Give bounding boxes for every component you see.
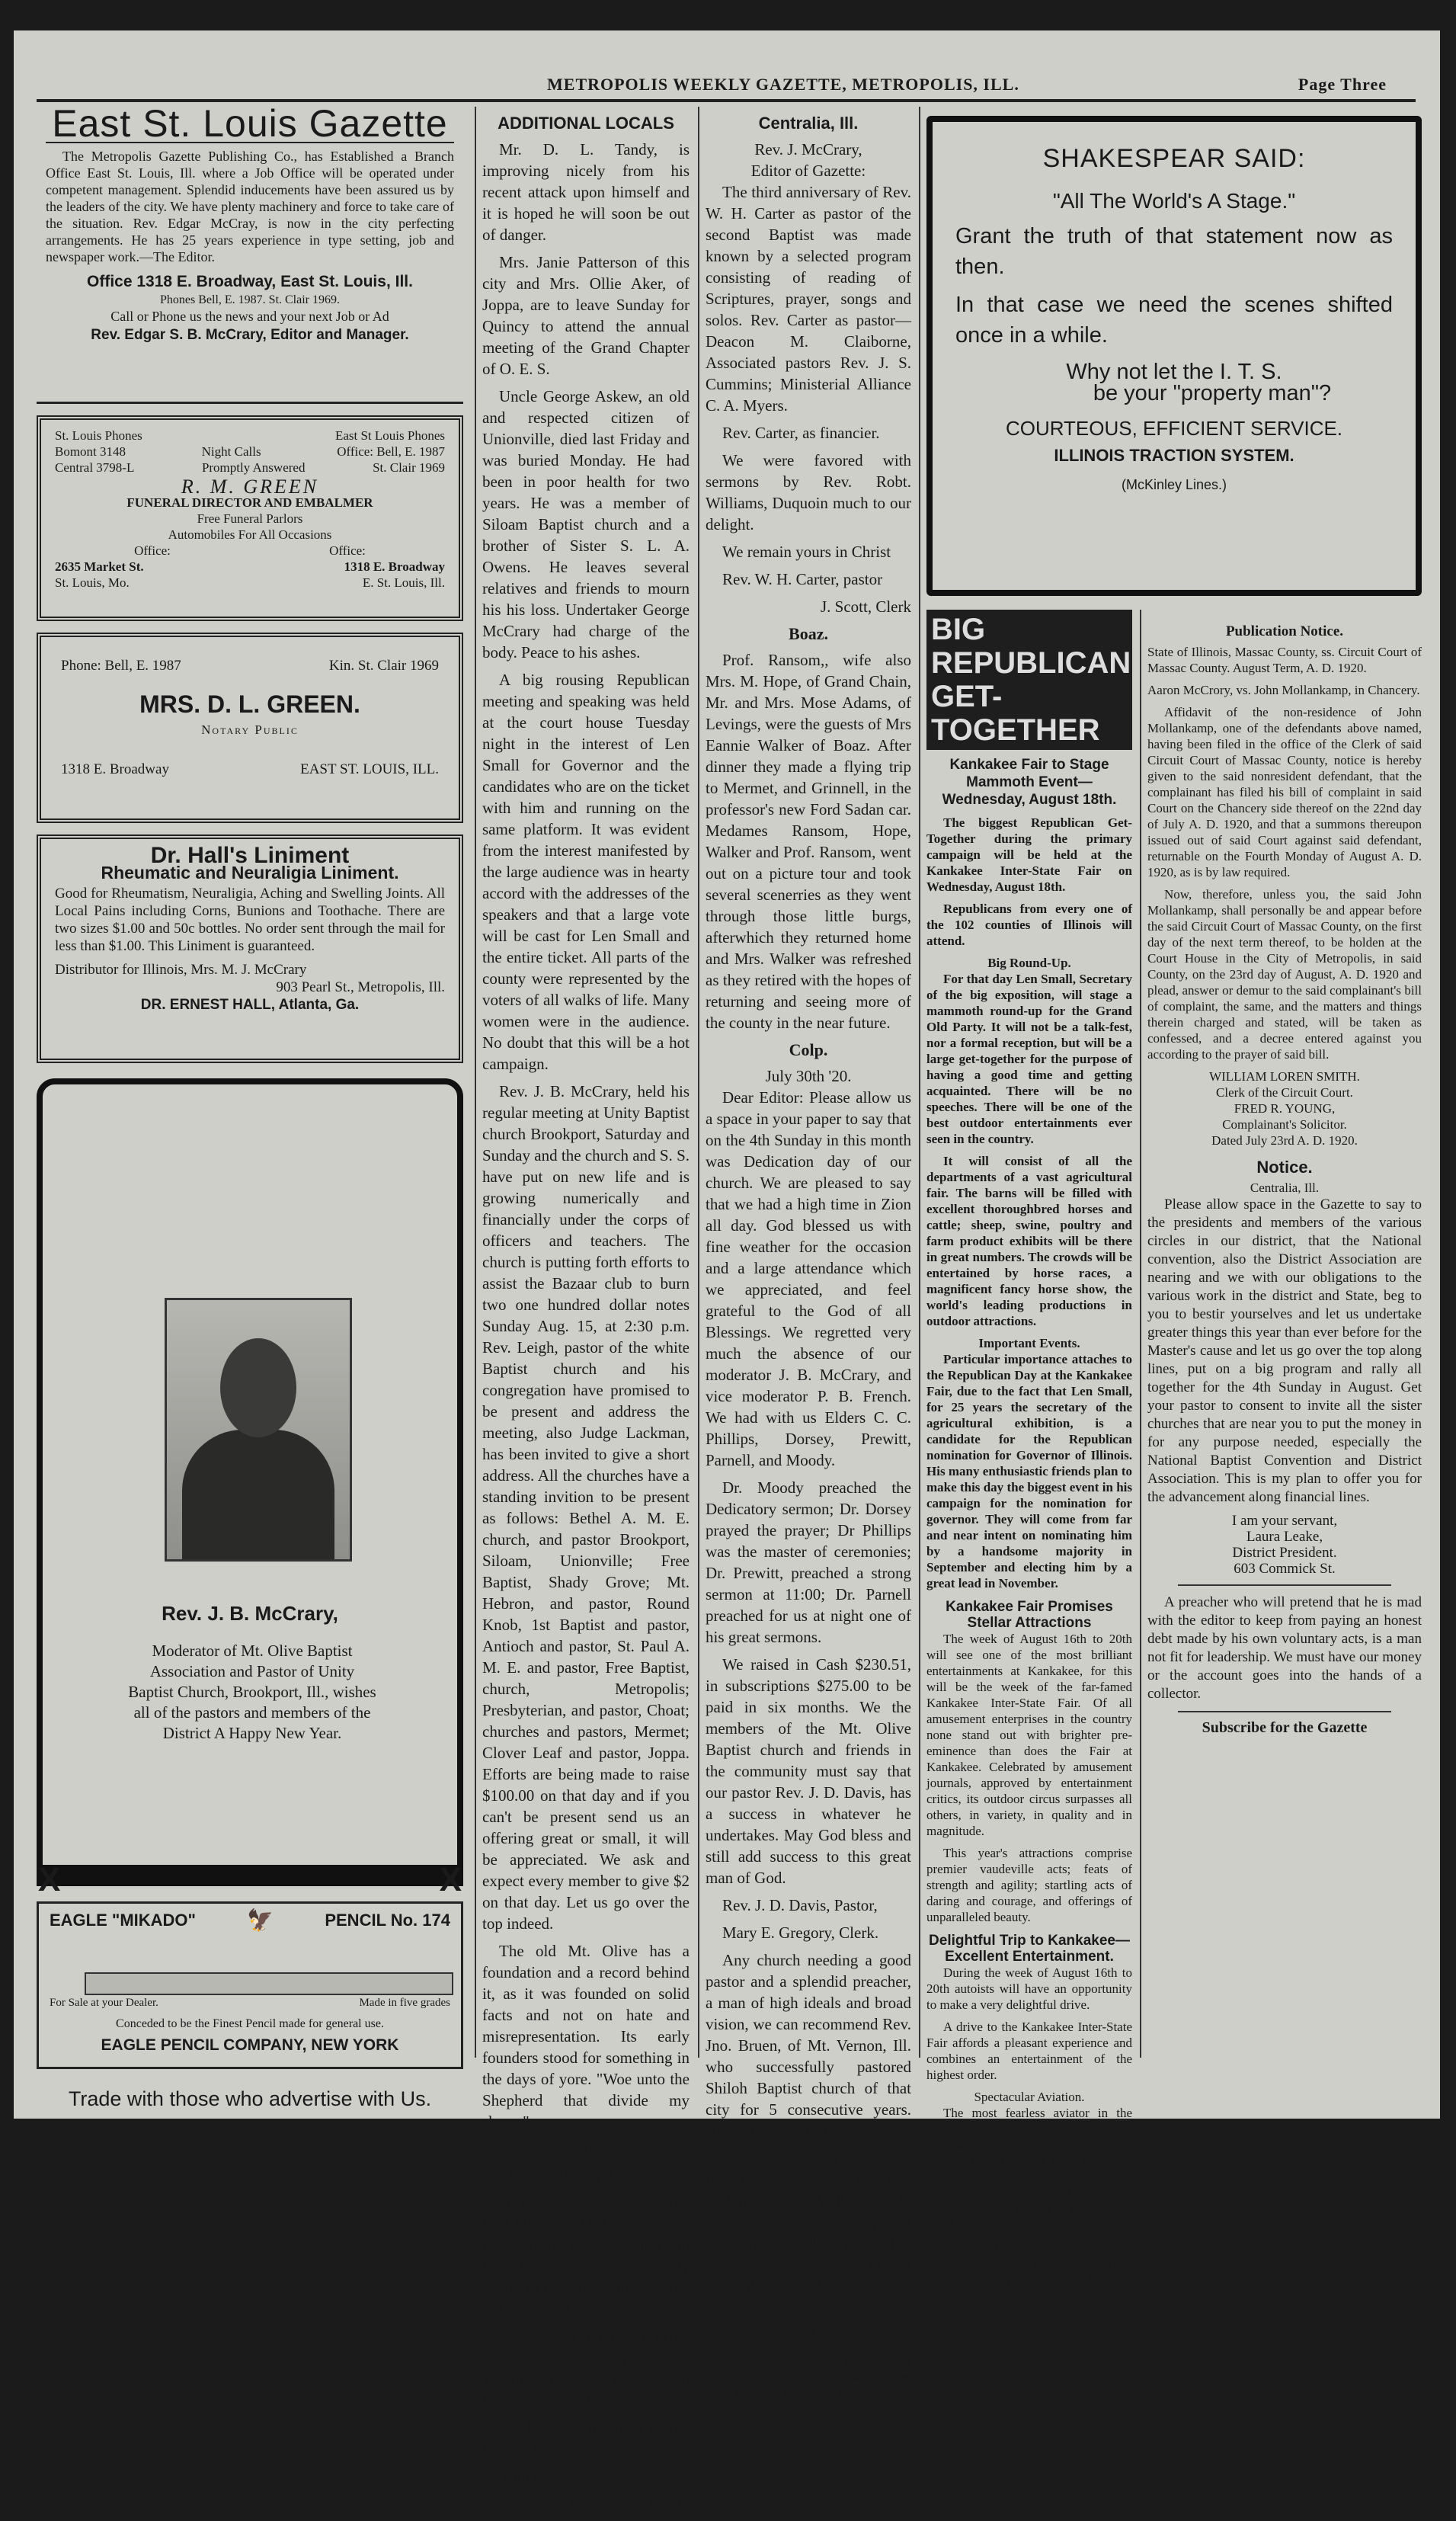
pub-sig: Dated July 23rd A. D. 1920. — [1211, 1133, 1358, 1148]
corner-x-right: X — [439, 1861, 462, 1898]
addr-left: 2635 Market St. — [55, 559, 144, 574]
pencil-brand: EAGLE "MIKADO" — [50, 1911, 196, 1930]
local-para: Rev. J. B. McCrary, held his regular meeting at Unity Baptist church Brookport, Saturday and Sunday and the church and S. S. have put on new life and is growing numerically and financially under the corps of officers and teachers. The church is putting forth efforts to assist the Bazaar club to burn two one hundred dollar notes Sunday Aug. 15, at 2:30 p.m. Rev. Leigh, pastor of the white Baptist church and his congregation have promised to be present and address the meeting, also Judge Lackman, has been invited to give a short address. All the churches have a standing invition to be present as follows: Bethel A. M. E. church, and pastor Brookport, Siloam, Unionville; Free Baptist, Shady Grove; Mt. Hebron, and pastor, Round Knob, 1st Baptist and pastor, Antioch and pastor, St. Paul A. M. E. and pastor, Free Baptist, church, Metropolis; Presbyterian, and pastor, Choat; churches and pastors, Mermet; Clover Leaf and pastor, Joppa. Efforts are being made to raise $100.00 on that day and if you can't be present send us an offering great or small, it will be appreciated. We ask and expect every member to give $2 on that day. Let us go over the top indeed. — [482, 1082, 690, 1933]
liniment-subtitle: Rheumatic and Neuraligia Liniment. — [101, 863, 399, 883]
shakes-title: SHAKESPEAR SAID: — [1042, 144, 1306, 173]
colp-para: Rev. J. D. Davis, Pastor, — [722, 1896, 878, 1914]
centralia-para: J. Scott, Clerk — [821, 597, 911, 616]
notice-para: Mrs. Mattie North. — [568, 2495, 690, 2513]
notice-para: Marion, Ill. July 17, '20. — [499, 2166, 654, 2184]
colp-heading: Colp. — [789, 1040, 828, 1059]
shakes-line1: Grant the truth of that statement now as then. — [955, 224, 1393, 279]
centralia-para: Rev. Carter, as financier. — [722, 424, 880, 442]
column-rule — [919, 107, 920, 2058]
aviation-heading: Spectacular Aviation. — [974, 2090, 1085, 2104]
kankakee-column — [926, 610, 1132, 2309]
centralia-para: The third anniversary of Rev. W. H. Carter as pastor of the second Baptist was made known by a selected program consisting of reading of Scriptures, prayer, songs and solos. Rev. Carter as pastor—Deacon M. Claiborne, Associated pastors Rev. J. S. Cummins; Ministerial Alliance C. A. Myers. — [706, 183, 911, 415]
liniment-body: Good for Rheumatism, Neuraligia, Aching and Swelling Joints. All Local Pains including Corns, Bunions and Toothache. There are two sizes $1.00 and 50c bottles. No order sent through the mail for less than $1.00. This Liniment is guaranteed. — [55, 886, 445, 954]
column-rule — [698, 107, 699, 2058]
est-phones: East St Louis Phones — [334, 428, 445, 443]
liniment-title: Dr. Hall's Liniment — [150, 843, 350, 868]
publication-heading: Publication Notice. — [1225, 623, 1344, 639]
notice-para: Your humble servant, — [499, 2468, 637, 2486]
pencil-conceded: Conceded to be the Finest Pencil made for general use. — [116, 2017, 384, 2030]
pub-sig: FRED R. YOUNG, — [1234, 1101, 1336, 1116]
notice-sig: I am your servant, — [1231, 1513, 1338, 1529]
notice-para: To the various circles of the East Mt. Olive Dist. Association I am writing this to remind you that the association is only about 14 days off, convenes the 3rd of August. — [482, 2193, 690, 2318]
local-para: The old Mt. Olive has a foundation and a record behind it, as it was founded on solid facts and not on hate and misrepresentation. Its early founders stood for something in the days of yore. "Woe unto the Shepherd that divide my sheep." — [482, 1942, 690, 2131]
shakes-system: ILLINOIS TRACTION SYSTEM. — [1054, 446, 1294, 465]
stellar-heading: Kankakee Fair Promises Stellar Attractions — [946, 1599, 1113, 1631]
portrait-photo — [165, 1298, 352, 1562]
pencil-icon — [85, 1972, 453, 1995]
centralia-to: Rev. J. McCrary, — [754, 140, 862, 159]
column-rule — [475, 107, 476, 2058]
office-right: Office: — [329, 543, 366, 558]
notice-heading: Notice — [565, 2140, 607, 2158]
notary-title: Notary Public — [201, 722, 299, 737]
big-para: The biggest Republican Get-Together during the primary campaign will be held at the Kankakee Inter-State Fair on Wednesday, August 18th. — [926, 815, 1132, 894]
stclair-phone: St. Clair 1969 — [373, 460, 445, 475]
portrait-caption: Moderator of Mt. Olive Baptist Association and Pastor of Unity Baptist Church, Brookport, Ill., wishes all of the pastors and members of the District A Happy New Year. — [128, 1642, 376, 1742]
pub-sig: Complainant's Solicitor. — [1222, 1117, 1347, 1132]
pub-para: Affidavit of the non-residence of John Mollankamp, one of the defendants above named, having been filed in the office of the Clerk of said Circuit Court of Massac County, notice is hereby given to the said nonresident defendant, that the complainant has filed his bill of complaint in said Court on the Chancery side thereof on the 22nd day of July A. D. 1920, and that a summons thereupon issued out of said Court against said defendant, returnable on the Fourth Monday of August A. D. 1920, as is by law required. — [1147, 705, 1422, 879]
colp-para: Dr. Moody preached the Dedicatory sermon; Dr. Dorsey prayed the prayer; Dr Phillips was the master of ceremonies; Dr. Prewitt, preached a strong sermon at 11:00; Dr. Parnell preached for us at night one of his great sermons. — [706, 1478, 911, 1646]
boaz-para: Prof. Ransom,, wife also Mrs. M. Hope, of Grand Chain, Mr. and Mrs. Mose Adams, of Levings, were the guests of Mrs Eannie Walker of Boaz. After dinner they made a flying trip to Mermet, and Grinnell, in the professor's new Ford Sadan car. Medames Ransom, Hope, Walker and Prof. Ransom, went out on a picture tour and took several scenerries as they went through those little burgs, afterwhich they returned home and Mrs. Walker was refreshed as they retired with the hopes of returning and seeing more of the county in the near future. — [706, 651, 911, 1032]
corner-x-left: X — [38, 1861, 61, 1898]
centralia-para: We were favored with sermons by Rev. Robt. Williams, Duquoin much to our delight. — [706, 451, 911, 533]
trip-heading: Delightful Trip to Kankakee—Excellent Entertainment. — [929, 1933, 1130, 1965]
addr-right: 1318 E. Broadway — [344, 559, 445, 574]
stl-phones: St. Louis Phones — [55, 428, 142, 443]
shakes-service: COURTEOUS, EFFICIENT SERVICE. — [1005, 417, 1343, 440]
green-funeral-ad — [37, 415, 463, 621]
green-autos: Automobiles For All Occasions — [168, 527, 332, 542]
stellar-text: The week of August 16th to 20th will see one of the most brilliant entertainments at Kankakee, for this will be the week of the far-famed Kankakee Inter-State Fair. Of all amusement enterprises in the country none stand out with brighter pre-eminence than does the Fair at Kankakee. Celebrated by amusement journals, approved by entertainment critics, its outdoor circus surpasses all others, in variety, in quality and in magnitude. — [926, 1632, 1132, 1838]
pencil-ad — [37, 1901, 463, 2069]
notary-name: MRS. D. L. GREEN. — [139, 690, 360, 718]
notary-city: EAST ST. LOUIS, ILL. — [300, 761, 439, 777]
liniment-distributor: Distributor for Illinois, Mrs. M. J. McCrary — [55, 962, 307, 978]
roundup-text: For that day Len Small, Secretary of the big exposition, will stage a mammoth round-up for the Grand Old Party. It will not be a talk-fest, nor a formal reception, but will be a large get-together for the purpose of having a good time and getting acquainted. There will be no speeches. There will be one of the best outdoor entertainments ever seen in the country. — [926, 972, 1132, 1146]
roundup-heading: Big Round-Up. — [987, 956, 1071, 970]
portrait-card — [37, 1078, 463, 1898]
eagle-icon: 🦅 — [247, 1908, 274, 1932]
gazette-editor: Rev. Edgar S. B. McCrary, Editor and Manager. — [91, 327, 409, 343]
notice-para: We hope by the help of the Lord to have a great meeting. — [482, 2419, 690, 2459]
colp-para: We raised in Cash $230.51, in subscriptions $275.00 to be paid in six months. We the members of the Mt. Olive Baptist church and friends in the community must say that our pastor Rev. J. D. Davis, has a success in whatever he undertakes. May God bless and still add success to this great man of God. — [706, 1655, 911, 1887]
pencil-grades: Made in five grades — [359, 1997, 450, 2009]
local-para: Mrs. Janie Patterson of this city and Mrs. Ollie Aker, of Joppa, are to leave Sunday for Quincy to attend the annual meeting of the Grand Chapter of O. E. S. — [482, 253, 690, 378]
important-text: Particular importance attaches to the Republican Day at the Kankakee Fair, due to the fact that Len Small, for 25 years the secretary of the agricultural exhibition, is a candidate for the Republican nomination for Governor of Illinois. His many enthusiastic friends plan to make this day the biggest event in his campaign for the nomination for governor. They will come from far and near intent on nominating him by a handsome majority in September and electing him by a great lead in November. — [926, 1352, 1132, 1590]
additional-locals-heading: ADDITIONAL LOCALS — [498, 114, 674, 133]
boaz-heading: Boaz. — [789, 624, 828, 643]
colp-para: We want to put The Gazette into every home in the city within 30 days. Will you help us neighbor? Special inducements will be given. Let every reader help us to get subscribers. Build up your Race Enterprise. — [706, 2149, 911, 2317]
stellar-text2: This year's attractions comprise premier vaudeville acts; feats of strength and agility; startling acts of daring and courage, and offerings of unparalleled beauty. — [926, 1846, 1132, 1924]
column-5 — [1147, 617, 1422, 1736]
notary-phone: Phone: Bell, E. 1987 — [61, 658, 181, 674]
office-left: Office: — [134, 543, 171, 558]
shakes-lines: (McKinley Lines.) — [1121, 477, 1227, 492]
liniment-ad — [37, 834, 463, 1063]
newspaper-page — [14, 30, 1440, 2513]
local-para: A big rousing Republican meeting and speaking was held at the court house Tuesday night in the interest of Len Small for Governor and the candidates who are on the ticket with him and running on the same platform. It was evident from the interest manifested by the large audience was in hearty accord with the addresses of the speakers and that a large vote will be cast for Len Small and the entire ticket. All parts of the county were represented by the voters of all walks of life. Many women were in the audience. No doubt that this will be a hot campaign. — [482, 671, 690, 1073]
pencil-sale: For Sale at your Dealer. — [50, 1997, 158, 2009]
notice-para: I ask each circle to bring something for all departments. We hope they are prepared to bring their $5.00. — [482, 2327, 690, 2410]
local-para: Mr. D. L. Tandy, is improving nicely from his recent attack upon himself and it is hoped he will soon be out of danger. — [482, 140, 690, 244]
quite-true-text: "I have to face the fact," mused the fashionable photographer, as he looked over some recent pictures, "that there are some very ugly features in this business." — [706, 2340, 911, 2399]
gazette-phones: Phones Bell, E. 1987. St. Clair 1969. — [160, 293, 340, 306]
city-right: E. St. Louis, Ill. — [362, 575, 445, 590]
gazette-call: Call or Phone us the news and your next Job or Ad — [110, 309, 389, 324]
green-title: FUNERAL DIRECTOR AND EMBALMER — [126, 495, 373, 510]
notice-heading: Notice. — [1256, 1158, 1313, 1177]
subscribe-line: Subscribe for the Gazette — [1202, 1719, 1368, 1736]
centralia-heading: Centralia, Ill. — [758, 114, 859, 133]
big-para: Republicans from every one of the 102 counties of Illinois will attend. — [926, 902, 1132, 948]
preacher-text: A preacher who will pretend that he is mad with the editor to keep from paying an honest debt made by his own voluntary acts, is a man not fit for leadership. We must have our money or the account goes into the hands of a collector. — [1147, 1594, 1422, 1702]
notary-addr: 1318 E. Broadway — [61, 761, 169, 777]
page-label: Page Three — [1298, 75, 1387, 94]
gazette-title: East St. Louis Gazette — [52, 102, 448, 145]
notice-text: Please allow space in the Gazette to say to the presidents and members of the various circles in our district, that the National convention, also the District Association are nearing and we with our obligations to the various work in the district and State, beg to you to bestir yourselves and let us undertake greater things this year than ever before for the Master's cause and let us go over the top along lines, put on a big program and rally all together for the 4th Sunday in August. Get your pastor to consent to invite all the sister churches that are near you to put the money in for any purpose needed, especially the National Baptist Convention and District Association. This is my plan to offer you for the advancement along financial lines. — [1147, 1196, 1422, 1505]
pub-para: Now, therefore, unless you, the said John Mollankamp, shall personally be and appear before the said Circuit Court of Massac County, on the first day of the next term thereof, to be holden at the Court House in the City of Metropolis, in said County, on the 23rd day of August, A. D. 1920 and plead, answer or demur to the said complainant's bill of complaint, the same, and the matters and things therein charged and stated, will be taken as confessed, and a decree entered against you according to the prayer of said bill. — [1147, 887, 1422, 1062]
aviation-text: The most fearless aviator in the world—Al Wilson—will fly at the Kankakee Inter-State Fair three days, August 17th, 18th and 19th. He jumps from one airplane to another while both are speeding through the air. This he does without the aid of rope, ladder or other apparatus. — [926, 2106, 1132, 2232]
shakes-line4: be your "property man"? — [1093, 381, 1332, 405]
shakes-line3: Why not let the I. T. S. — [1066, 360, 1282, 384]
shakes-line2: In that case we need the scenes shifted once in a while. — [955, 293, 1393, 348]
pencil-number: PENCIL No. 174 — [325, 1911, 450, 1930]
leading-heading: Leading Fair. — [994, 2240, 1064, 2254]
colp-para: Mary E. Gregory, Clerk. — [722, 1924, 879, 1942]
city-left: St. Louis, Mo. — [55, 575, 130, 590]
notice-sig: 603 Commick St. — [1234, 1561, 1336, 1577]
centralia-para: We remain yours in Christ — [722, 543, 891, 561]
notary-kin: Kin. St. Clair 1969 — [328, 658, 439, 674]
trip-text2: A drive to the Kankakee Inter-State Fair affords a pleasant experience and combines an entertainment of the highest order. — [926, 2020, 1132, 2082]
notary-ad — [37, 633, 463, 823]
big-subheading: Kankakee Fair to Stage Mammoth Event—Wednesday, August 18th. — [942, 757, 1117, 808]
pub-sig: Clerk of the Circuit Court. — [1216, 1085, 1353, 1100]
gazette-office: Office 1318 E. Broadway, East St. Louis, Ill. — [87, 273, 413, 290]
green-name: R. M. GREEN — [181, 476, 319, 498]
trip-text: During the week of August 16th to 20th autoists will have an opportunity to make a very delightful drive. — [926, 1965, 1132, 2012]
liniment-addr: 903 Pearl St., Metropolis, Ill. — [276, 979, 445, 995]
centralia-to2: Editor of Gazette: — [750, 162, 866, 180]
local-para: Uncle George Askew, an old and respected citizen of Unionville, died last Friday and was buried Monday. He had been in poor health for two years. He was a member of Siloam Baptist church and a brother of Sister S. L. A. Owens. He leaves several relatives and friends to mourn his his loss. Undertaker George McCrary had charge of the body. Peace to his ashes. — [482, 387, 690, 661]
pub-sig: WILLIAM LOREN SMITH. — [1209, 1069, 1360, 1084]
notice-place: Centralia, Ill. — [1250, 1180, 1320, 1195]
prompt-answer: Promptly Answered — [201, 460, 306, 475]
green-parlors: Free Funeral Parlors — [197, 511, 303, 526]
shakespear-ad — [926, 116, 1422, 596]
pub-para: Aaron McCrory, vs. John Mollankamp, in Chancery. — [1147, 683, 1420, 697]
gazette-body: The Metropolis Gazette Publishing Co., has Established a Branch Office East St. Louis, Ill. where a Job Office will be operated under competent management. Splendid inducements have been assured us by the leaders of the city. We have plenty machinery and force to take care of the situation. Rev. Edgar McCray, is now in the city perfecting arrangements. He has 25 years experience in type setting, job and newspaper work.—The Editor. — [46, 149, 454, 264]
colp-para: Dear Editor: Please allow us a space in your paper to say that on the 4th Sunday in this month was Dedication day of our church. We are pleased to say that we had a high time in Zion all day. God blessed us with fine weather for the occasion and a large attendance which we appreciated, and feel grateful to the God of all Blessings. We regretted very much the absence of our moderator J. B. McCrary, and vice moderator P. B. French. We had with us Elders C. C. Phillips, Dorsey, Prewitt, Parnell, and Moody. — [706, 1088, 911, 1469]
centralia-para: Rev. W. H. Carter, pastor — [722, 570, 883, 588]
liniment-doctor: DR. ERNEST HALL, Atlanta, Ga. — [140, 997, 360, 1013]
column-2 — [482, 107, 690, 2521]
masthead: METROPOLIS WEEKLY GAZETTE, METROPOLIS, ILL. — [547, 75, 1019, 94]
night-calls: Night Calls — [201, 444, 261, 459]
big-republican-heading: BIG REPUBLICAN GET-TOGETHER — [926, 610, 1132, 750]
important-heading: Important Events. — [978, 1336, 1080, 1350]
shakes-quote: "All The World's A Stage." — [1052, 189, 1296, 213]
notice-sig: District President. — [1232, 1545, 1337, 1561]
leading-text: The Kankakee Fair, the peerless agricultural exposition, will be held August 16th to 20th. — [926, 2256, 1132, 2302]
trade-slogan: Trade with those who advertise with Us. — [68, 2087, 432, 2110]
portrait-name: Rev. J. B. McCrary, — [162, 1602, 338, 1625]
colp-para: Any church needing a good pastor and a splendid preacher, a man of high ideals and broad vision, we can recommend Rev. Jno. Bruen, of Mt. Vernon, Ill. who successfully pastored Shiloh Baptist church of that city for 5 consecutive years. His address is 1011 Herbert, St. — [706, 1951, 911, 2140]
office-bell: Office: Bell, E. 1987 — [337, 444, 445, 459]
notice-sig: Laura Leake, — [1246, 1529, 1323, 1545]
column-rule — [1140, 610, 1141, 2058]
colp-date: July 30th '20. — [765, 1067, 852, 1085]
gazette-ad — [37, 102, 463, 404]
pub-para: State of Illinois, Massac County, ss. Circuit Court of Massac County. August Term, A. D. 1920. — [1147, 645, 1422, 675]
central-phone: Central 3798-L — [55, 460, 135, 475]
bomont-phone: Bomont 3148 — [55, 444, 126, 459]
roundup-text2: It will consist of all the departments of a vast agricultural fair. The barns will be filled with excellent thoroughbred horses and cattle; sheep, swine, poultry and farm product exhibits will be there in great numbers. The crowds will be entertained by horse races, a magnificent fancy horse show, the world's leading productions in outdoor attractions. — [926, 1154, 1132, 1328]
column-3 — [706, 107, 911, 2407]
quite-true-heading: Quite True. — [780, 2325, 837, 2338]
pencil-company: EAGLE PENCIL COMPANY, NEW YORK — [101, 2036, 399, 2054]
page-header — [14, 69, 1440, 99]
